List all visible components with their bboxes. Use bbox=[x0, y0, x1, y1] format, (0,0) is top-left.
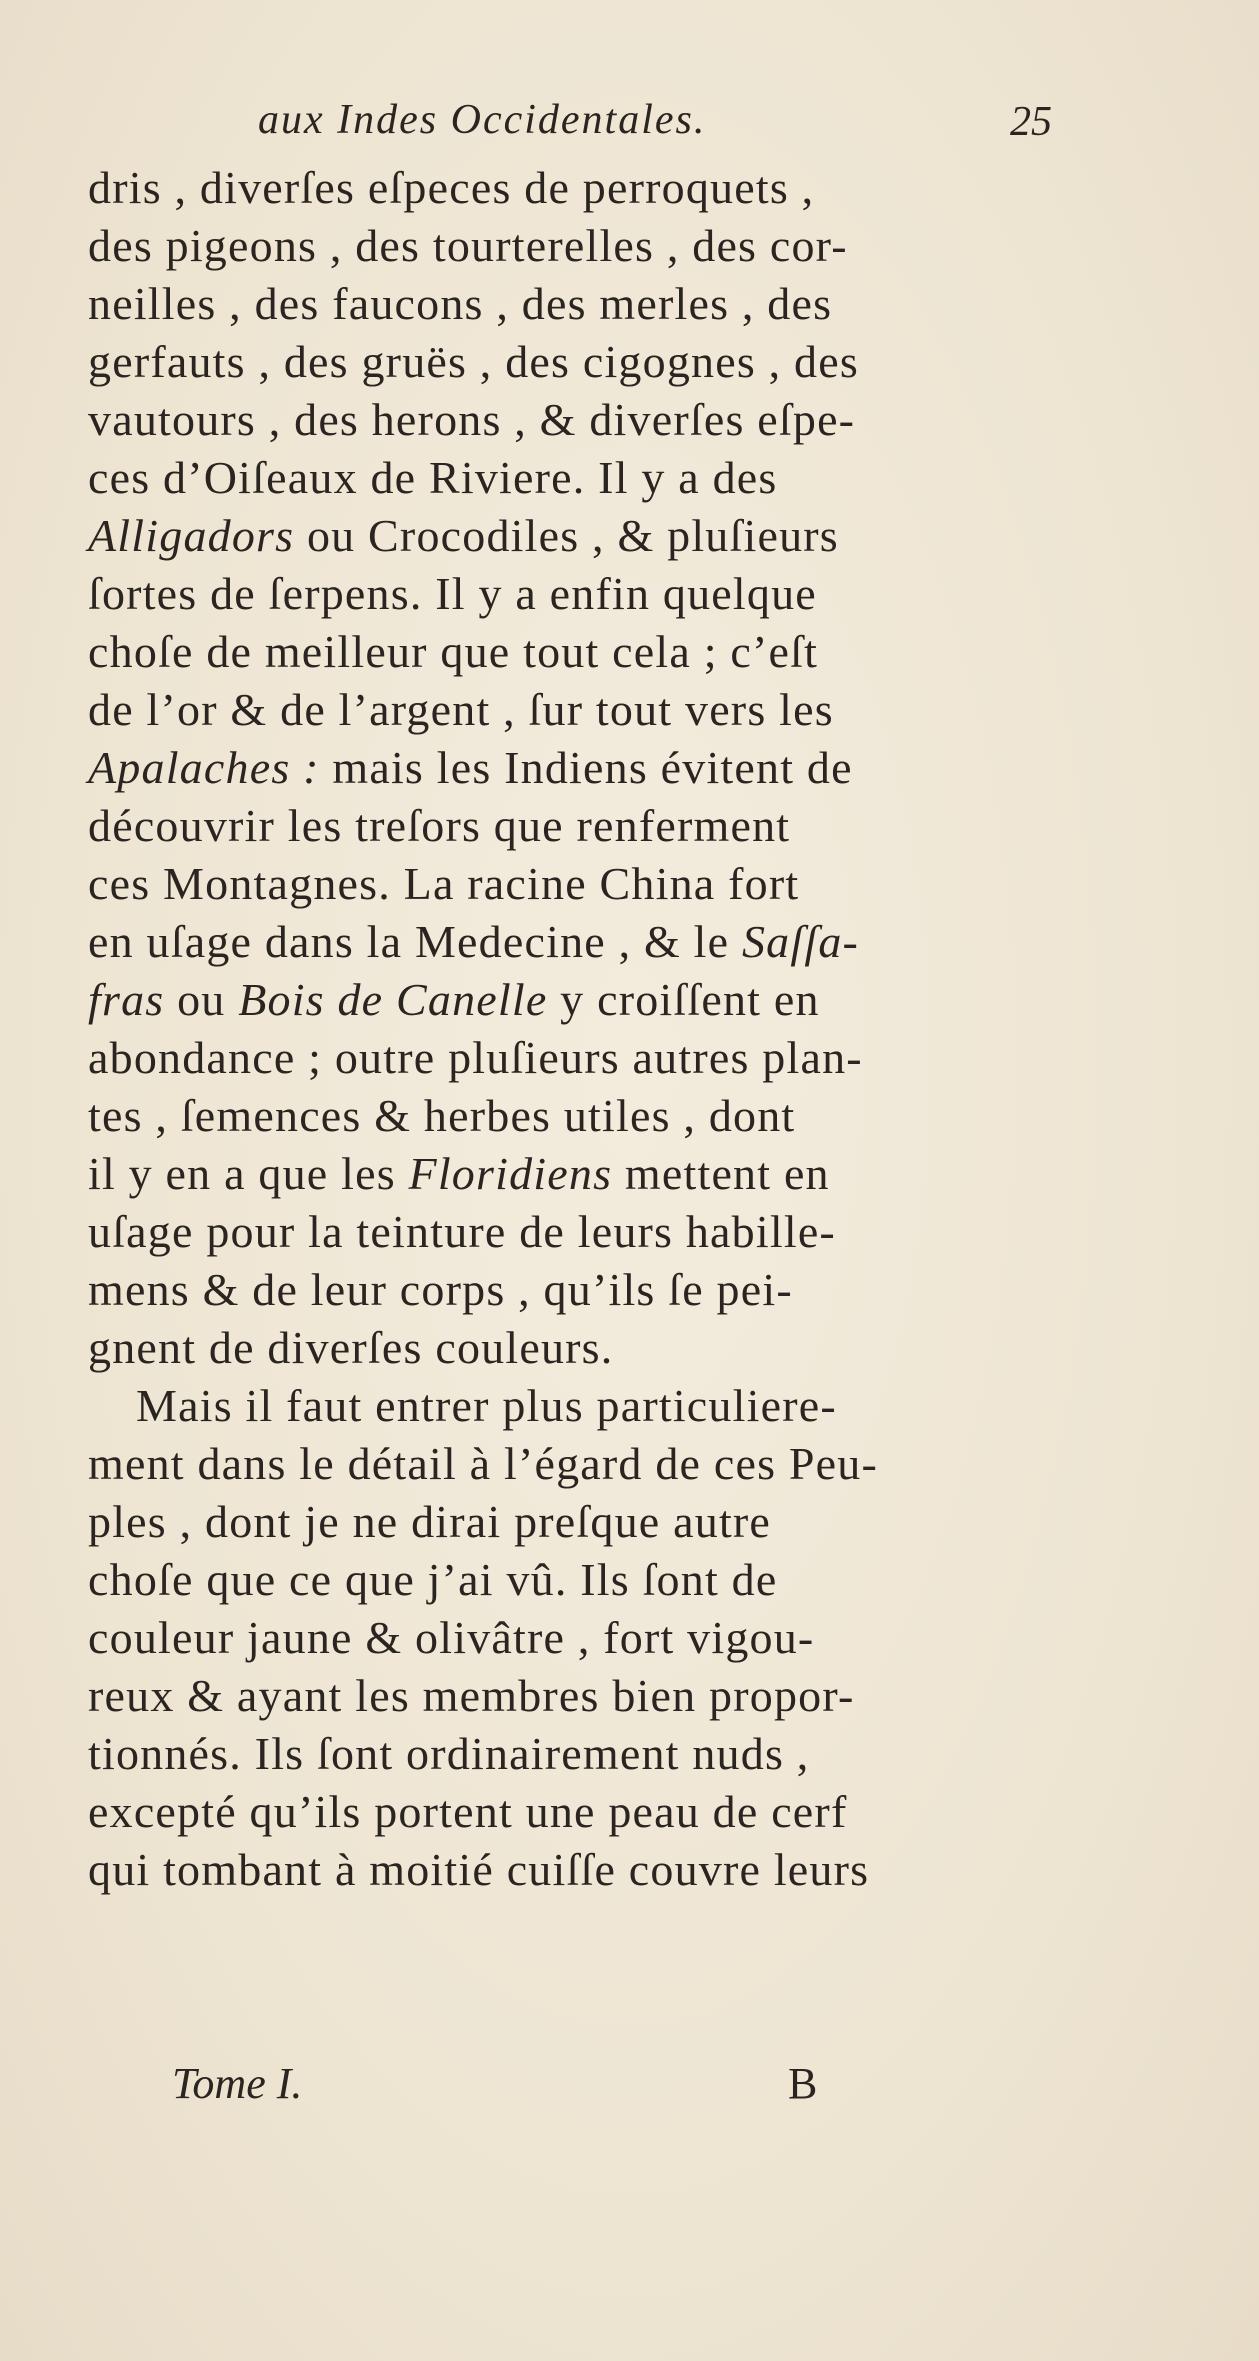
text-line: neilles , des faucons , des merles , des bbox=[88, 278, 833, 329]
text-line: des pigeons , des tourterelles , des cor- bbox=[88, 220, 848, 271]
text-line: ples , dont je ne dirai preſque autre bbox=[88, 1496, 772, 1547]
text-line: ces Montagnes. La racine China fort bbox=[88, 858, 800, 909]
text-line: mens & de leur corps , qu’ils ſe pei- bbox=[88, 1264, 793, 1315]
text-line: dris , diverſes eſpeces de perroquets , bbox=[88, 162, 815, 213]
text-line: excepté qu’ils portent une peau de cerf bbox=[88, 1786, 848, 1837]
volume-signature: Tome I. bbox=[172, 2059, 303, 2108]
text-line: uſage pour la teinture de leurs habille- bbox=[88, 1206, 836, 1257]
italic-term: Bois de Canelle bbox=[238, 974, 548, 1025]
text-line: découvrir les treſors que renferment bbox=[88, 800, 791, 851]
text-line: il y en a que les Floridiens mettent en bbox=[88, 1148, 830, 1199]
running-title: aux Indes Occidentales. bbox=[258, 97, 707, 143]
italic-term: Alligadors bbox=[88, 510, 295, 561]
paragraph-start-line: Mais il faut entrer plus particuliere- bbox=[136, 1380, 837, 1431]
text-line: gnent de diverſes couleurs. bbox=[88, 1322, 614, 1373]
text-line: de l’or & de l’argent , ſur tout vers les bbox=[88, 684, 834, 735]
text-line: ment dans le détail à l’égard de ces Peu- bbox=[88, 1438, 879, 1489]
italic-term: Saſſa- bbox=[741, 916, 860, 967]
text-line: fras ou Bois de Canelle y croiſſent en bbox=[88, 974, 820, 1025]
page-number: 25 bbox=[1010, 99, 1052, 145]
italic-term: Apalaches : bbox=[88, 742, 320, 793]
text-line: tionnés. Ils ſont ordinairement nuds , bbox=[88, 1728, 810, 1779]
text-line: couleur jaune & olivâtre , fort vigou- bbox=[88, 1612, 815, 1663]
page-header bbox=[0, 96, 1259, 156]
text-line: qui tombant à moitié cuiſſe couvre leurs bbox=[88, 1844, 870, 1895]
text-line: vautours , des herons , & diverſes eſpe- bbox=[88, 394, 856, 445]
text-line: abondance ; outre pluſieurs autres plan- bbox=[88, 1032, 863, 1083]
text-line: ces d’Oiſeaux de Riviere. Il y a des bbox=[88, 452, 778, 503]
text-line: choſe que ce que j’ai vû. Ils ſont de bbox=[88, 1554, 778, 1605]
text-line: en uſage dans la Medecine , & le Saſſa- bbox=[88, 916, 860, 967]
text-line: ſortes de ſerpens. Il y a enfin quelque bbox=[88, 568, 817, 619]
text-line: Apalaches : mais les Indiens évitent de bbox=[88, 742, 853, 793]
text-line: reux & ayant les membres bien propor- bbox=[88, 1670, 855, 1721]
gathering-catchmark: B bbox=[788, 2059, 818, 2108]
text-line: choſe de meilleur que tout cela ; c’eſt bbox=[88, 626, 819, 677]
text-line: tes , ſemences & herbes utiles , dont bbox=[88, 1090, 796, 1141]
page-footer bbox=[0, 2058, 1259, 2118]
text-line: Alligadors ou Crocodiles , & pluſieurs bbox=[88, 510, 839, 561]
italic-term: fras bbox=[88, 974, 165, 1025]
italic-term: Floridiens bbox=[408, 1148, 613, 1199]
text-line: gerfauts , des gruës , des cigognes , des bbox=[88, 336, 859, 387]
